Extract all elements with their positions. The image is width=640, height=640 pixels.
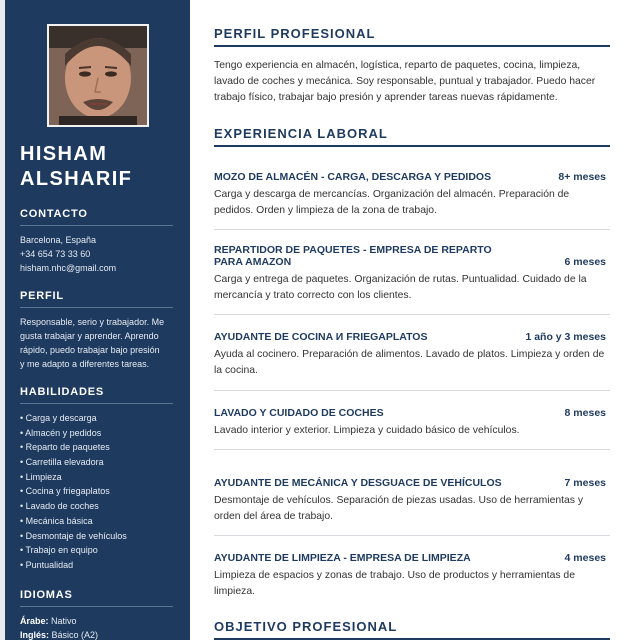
job-duration: 1 año y 3 meses <box>525 331 606 343</box>
profile-summary <box>20 315 178 371</box>
job-description: Carga y descarga de mercancías. Organización del almacén. Preparación de pedidos. Orden y limpieza de la zona de trabajo. <box>214 189 570 216</box>
skill-item: • Reparto de paquetes <box>20 442 110 453</box>
profile-line: gusta trabajar y aprender. Aprendo <box>20 331 159 341</box>
job-title: AYUDANTE DE LIMPIEZA - EMPRESA DE LIMPIEZA <box>214 551 471 564</box>
skill-item: • Puntualidad <box>20 559 74 570</box>
career-objective-heading: OBJETIVO PROFESIONAL <box>214 619 610 640</box>
job-duration: 7 meses <box>564 477 606 489</box>
skill-item: • Mecánica básica <box>20 515 93 526</box>
skill-item: • Lavado de coches <box>20 501 99 512</box>
skill-item: • Limpieza <box>20 471 62 482</box>
divider <box>214 449 610 450</box>
job-entry <box>214 155 610 219</box>
job-entry <box>214 461 610 525</box>
skill-item: • Desmontaje de vehículos <box>20 530 127 541</box>
skills-heading: HABILIDADES <box>20 386 173 404</box>
skills-list <box>20 411 178 573</box>
language-item <box>20 614 98 628</box>
job-description: Limpieza de espacios y zonas de trabajo. Uso de productos y herramientas de limpieza. <box>214 570 575 597</box>
job-title: AYUDANTE DE COCINA И FRIEGAPLATOS <box>214 330 428 343</box>
work-experience-heading: EXPERIENCIA LABORAL <box>214 126 610 147</box>
language-level: Básico (A2) <box>51 630 99 640</box>
professional-profile-heading: PERFIL PROFESIONAL <box>214 26 610 47</box>
skill-item: • Cocina y friegaplatos <box>20 486 110 497</box>
sidebar <box>5 0 190 640</box>
candidate-name <box>20 142 180 192</box>
job-duration: 8 meses <box>564 407 606 419</box>
job-title: MOZO DE ALMACÉN - CARGA, DESCARGA Y PEDIDOS <box>214 170 492 183</box>
contact-heading: CONTACTO <box>20 208 173 226</box>
job-title: AYUDANTE DE MECÁNICA Y DESGUACE DE VEHÍCULOS <box>214 476 502 489</box>
job-title: LAVADO Y CUIDADO DE COCHES <box>214 406 384 419</box>
first-name: HISHAM <box>20 143 108 165</box>
professional-profile-text: Tengo experiencia en almacén, logística, reparto de paquetes, cocina, limpieza, lavado de coches y mecánica. Soy responsable, puntual y trabajador. Puedo hacer trabajo físico, trabajar bajo presión y aprender tareas nuevas rápidamente. <box>214 60 596 103</box>
job-entry <box>214 315 610 379</box>
job-entry <box>214 240 610 304</box>
profile-line: rápido, puedo trabajar bajo presión <box>20 345 160 355</box>
job-description: Desmontaje de vehículos. Separación de piezas usadas. Uso de herramientas y orden del área de trabajo. <box>214 495 584 522</box>
language-item <box>20 628 98 640</box>
profile-heading: PERFIL <box>20 290 173 308</box>
divider <box>214 229 610 230</box>
skill-item: • Carga y descarga <box>20 413 97 423</box>
portrait-image <box>49 26 147 125</box>
job-entry <box>214 536 610 600</box>
job-description: Ayuda al cocinero. Preparación de alimentos. Lavado de platos. Limpieza y orden de la cocina. <box>214 349 605 376</box>
language-name: Árabe: <box>20 616 49 626</box>
language-level: Nativo <box>51 616 77 626</box>
languages-heading: IDIOMAS <box>20 589 173 607</box>
contact-block <box>20 233 178 275</box>
last-name: ALSHARIF <box>20 168 133 190</box>
job-entry <box>214 391 610 439</box>
job-duration: 4 meses <box>564 552 606 564</box>
skill-item: • Almacén y pedidos <box>20 427 102 438</box>
job-description: Carga y entrega de paquetes. Organización de rutas. Puntualidad. Cuidado de la mercancía y trato correcto con los clientes. <box>214 274 587 301</box>
job-title: REPARTIDOR DE PAQUETES - EMPRESA DE REPARTO PARA AMAZON <box>214 244 492 268</box>
language-name: Inglés: <box>20 630 50 640</box>
contact-phone: +34 654 73 33 60 <box>20 249 91 259</box>
job-duration: 8+ meses <box>558 171 606 183</box>
profile-line: Responsable, serio y trabajador. Me <box>20 317 165 327</box>
skill-item: • Trabajo en equipo <box>20 545 98 556</box>
job-description: Lavado interior y exterior. Limpieza y cuidado básico de vehículos. <box>214 425 520 436</box>
skill-item: • Carretilla elevadora <box>20 457 104 468</box>
main-content <box>214 0 610 640</box>
contact-location: Barcelona, España <box>20 235 97 245</box>
job-duration: 6 meses <box>564 256 606 268</box>
profile-photo <box>47 24 149 127</box>
contact-email: hisham.nhc@gmail.com <box>20 263 117 273</box>
profile-line: y me adapto a diferentes tareas. <box>20 359 150 369</box>
languages-list <box>20 614 98 640</box>
